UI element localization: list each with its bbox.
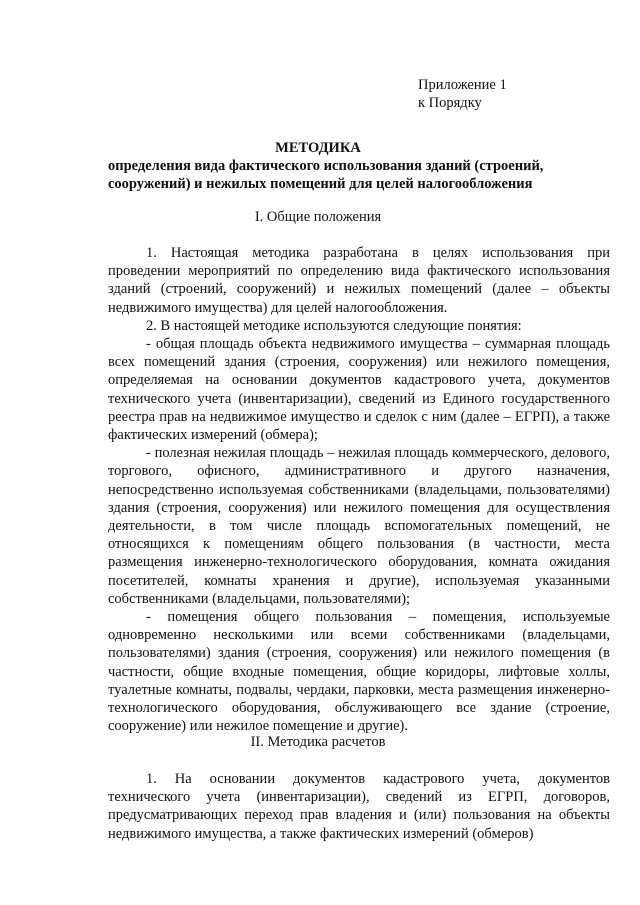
appendix-line-2: к Порядку	[418, 95, 482, 111]
paragraph: - полезная нежилая площадь – нежилая площадь коммерческого, делового, торгового, офисного, административного и другого назначения, непосредственно используемая собственниками (владельцами, пользователями) здания (строения, сооружения) или нежилого помещения для осуществления деятельности, в том числе площадь вспомогательных помещений, не относящихся к помещениям общего пользования (в частности, места размещения инженерно-технологического оборудования, комната ожидания посетителей, комнаты хранения и другие), используемая указанными собственниками (владельцами, пользователями);	[108, 445, 610, 607]
paragraph: - помещения общего пользования – помещения, используемые одновременно несколькими или всеми собственниками (владельцами, пользователями) здания (строения, сооружения) или нежилого помещения (в частности, общие входные помещения, общие коридоры, лифтовые холлы, туалетные комнаты, подвалы, чердаки, парковки, места размещения инженерно-технологического оборудования, обслуживающего все здание (строение, сооружение) или нежилое помещение и другие).	[108, 609, 610, 735]
appendix-line-1: Приложение 1	[418, 77, 507, 93]
paragraph: - общая площадь объекта недвижимого имущества – суммарная площадь всех помещений здания (строения, сооружения) или нежилого помещения, определяемая на основании документов кадастрового учета, документов технического учета (инвентаризации), сведений из Единого государственного реестра прав на недвижимое имущество и сделок с ним (далее – ЕГРП), а также фактических измерений (обмера);	[108, 336, 610, 444]
section-2-heading: II. Методика расчетов	[250, 734, 386, 750]
title-main: МЕТОДИКА	[275, 140, 361, 156]
title-subtitle-line-2: сооружений) и нежилых помещений для целей налогообложения	[108, 176, 533, 192]
title-subtitle-line-1: определения вида фактического использования зданий (строений,	[108, 158, 544, 174]
section-1-heading: I. Общие положения	[254, 209, 382, 225]
appendix-reference	[418, 76, 507, 112]
paragraph: 2. В настоящей методике используются следующие понятия:	[146, 317, 522, 334]
section-2-body	[108, 770, 610, 843]
document-title	[108, 139, 544, 193]
paragraph: 1. На основании документов кадастрового учета, документов технического учета (инвентаризации), сведений из ЕГРП, договоров, предусматривающих переход прав владения и (или) пользования на объекты недвижимого имущества, а также фактических измерений (обмеров)	[108, 771, 610, 842]
section-1-body	[108, 244, 610, 735]
paragraph: 1. Настоящая методика разработана в целях использования при проведении мероприятий по определению вида фактического использования зданий (строений, сооружений) и нежилых помещений (далее – объекты недвижимого имущества) для целей налогообложения.	[108, 245, 610, 316]
